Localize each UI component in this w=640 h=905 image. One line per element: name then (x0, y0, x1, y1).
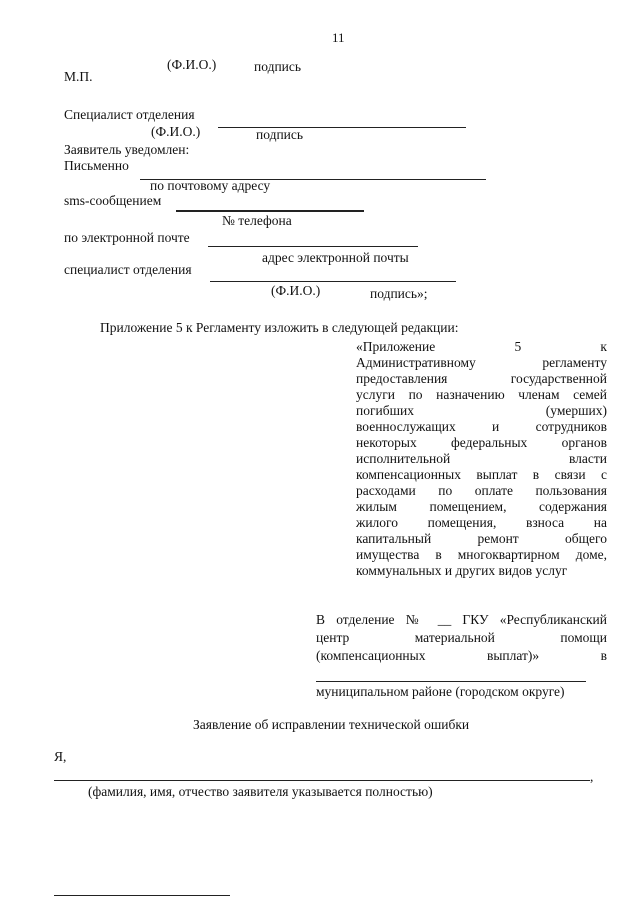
specialist-lower-fio-label: (Ф.И.О.) (271, 283, 321, 298)
specialist-lower-signature-label: подпись»; (370, 286, 428, 301)
statement-title: Заявление об исправлении технической ошибки (193, 717, 470, 732)
appendix-header (356, 339, 607, 579)
appendix-header-line: погибших (умерших) (356, 403, 607, 418)
footnote-separator (54, 895, 230, 896)
email-label: по электронной почте (64, 230, 190, 245)
stamp-place-label: М.П. (64, 69, 93, 84)
postal-address-label: по почтовому адресу (150, 178, 271, 193)
signature-label-top: подпись (254, 59, 302, 74)
notified-label: Заявитель уведомлен: (64, 142, 190, 157)
applicant-name-line (54, 780, 590, 781)
appendix-header-line: коммунальных и других видов услуг (356, 563, 568, 578)
appendix-header-line: капитальный ремонт общего (356, 531, 607, 546)
applicant-prefix: Я, (54, 749, 67, 764)
appendix-header-line: компенсационных выплат в связи с (356, 467, 607, 482)
email-line (208, 246, 418, 247)
addressee-line: (компенсационных выплат)» в (316, 648, 607, 663)
phone-label: № телефона (222, 213, 292, 228)
addressee-line: В отделение № __ ГКУ «Республиканский (316, 612, 607, 627)
applicant-hint: (фамилия, имя, отчество заявителя указывается полностью) (88, 784, 433, 799)
appendix-header-line: жилым помещением, содержания (356, 499, 607, 514)
appendix-header-line: исполнительной власти (356, 451, 607, 466)
appendix-header-line: расходами по оплате пользования (356, 483, 607, 498)
fio-label-top: (Ф.И.О.) (167, 57, 217, 72)
sms-label: sms-сообщением (64, 193, 162, 208)
specialist-lower-label: специалист отделения (64, 262, 192, 277)
appendix-header-line: предоставления государственной (356, 371, 607, 386)
specialist-lower-line (210, 281, 456, 282)
applicant-line-end: , (590, 769, 594, 784)
appendix-header-line: Административному регламенту (356, 355, 607, 370)
appendix-header-line: «Приложение 5 к (356, 339, 607, 354)
district-label: муниципальном районе (городском округе) (316, 684, 565, 699)
sms-line (176, 210, 364, 212)
written-label: Письменно (64, 158, 129, 173)
addressee-block (316, 611, 607, 665)
district-line (316, 681, 586, 682)
appendix-header-line: военнослужащих и сотрудников (356, 419, 607, 434)
appendix-intro: Приложение 5 к Регламенту изложить в следующей редакции: (100, 320, 459, 335)
page-number: 11 (332, 30, 345, 45)
specialist-signature-label: подпись (256, 127, 304, 142)
specialist-fio-label: (Ф.И.О.) (151, 124, 201, 139)
appendix-header-line: некоторых федеральных органов (356, 435, 607, 450)
addressee-line: центр материальной помощи (316, 630, 607, 645)
appendix-header-line: имущества в многоквартирном доме, (356, 547, 607, 562)
specialist-label: Специалист отделения (64, 107, 195, 122)
appendix-header-line: услуги по назначению членам семей (356, 387, 607, 402)
appendix-header-line: жилого помещения, взноса на (356, 515, 607, 530)
email-address-label: адрес электронной почты (262, 250, 409, 265)
